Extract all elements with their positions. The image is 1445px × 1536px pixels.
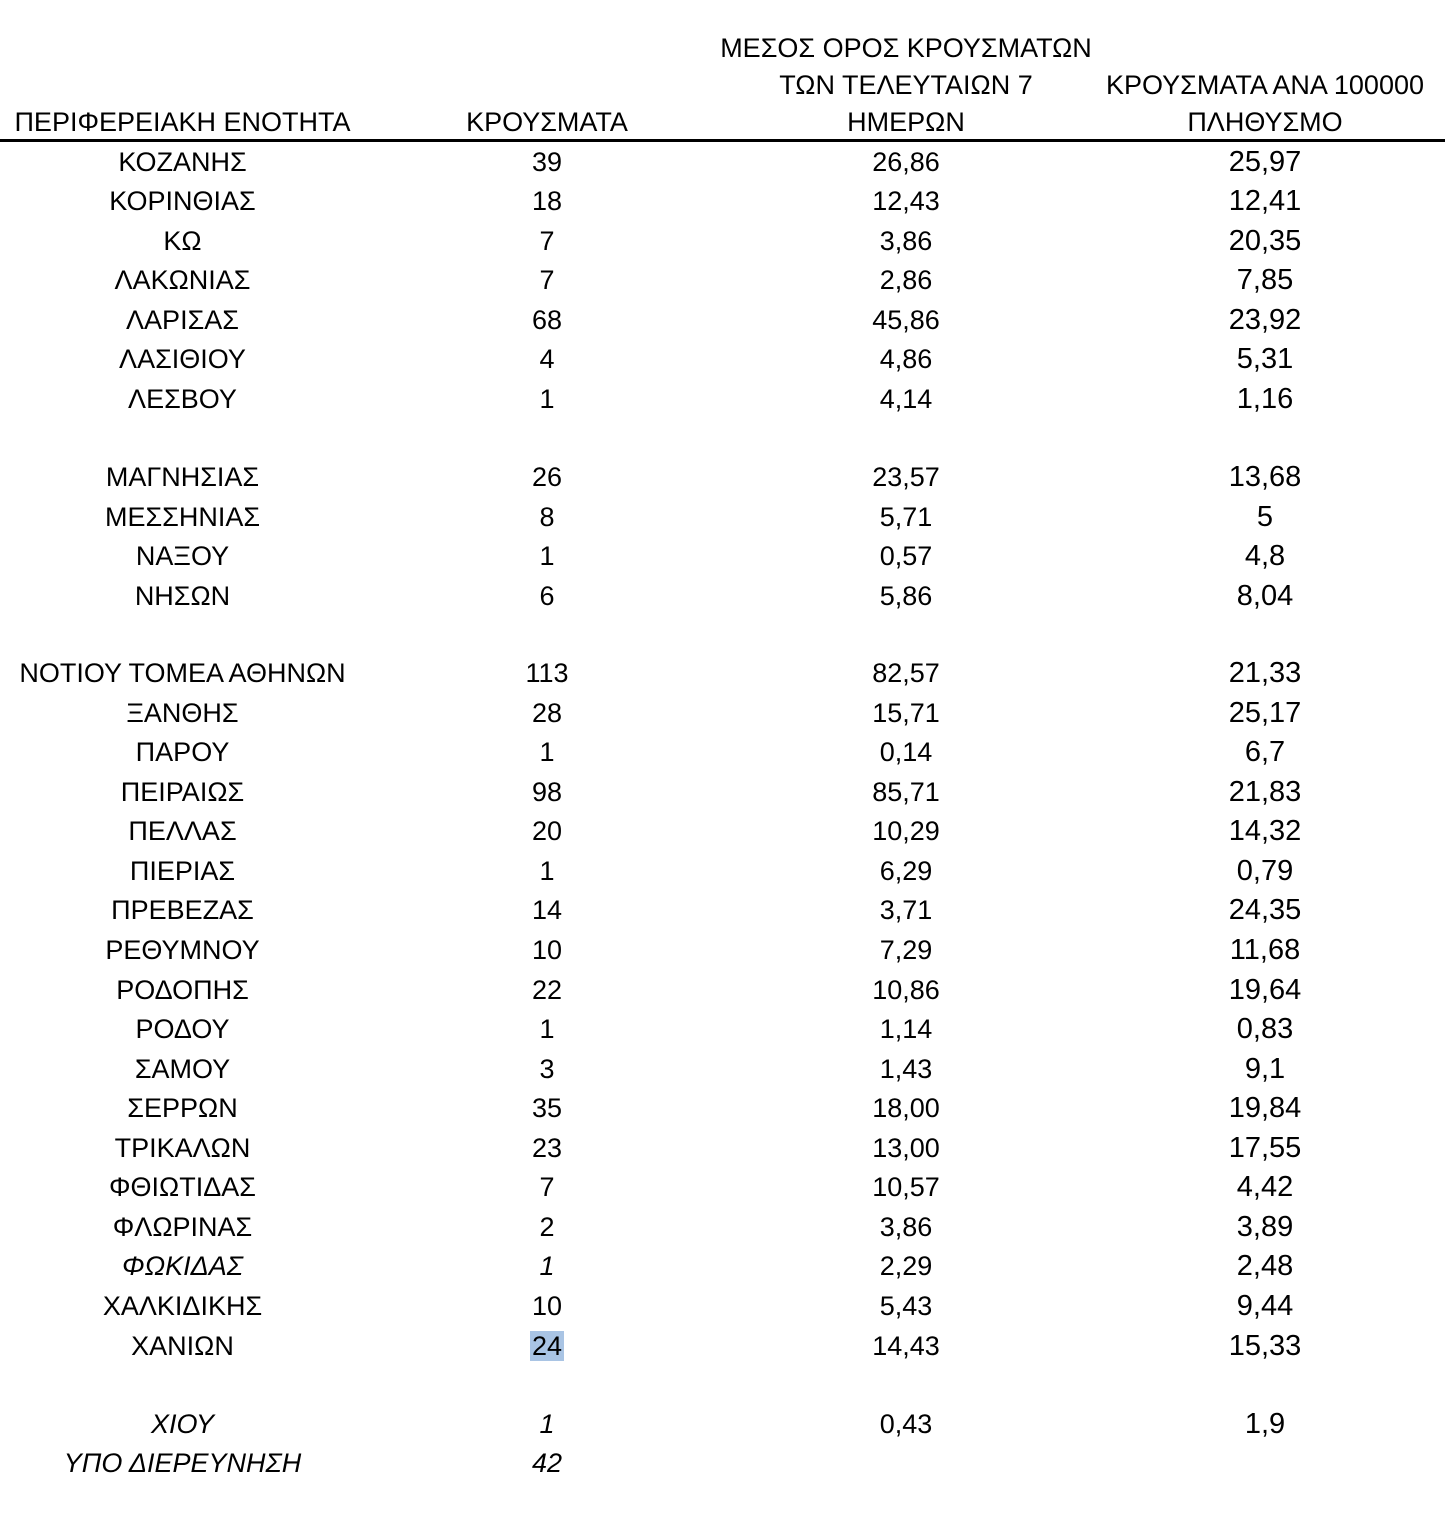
table-row[interactable] bbox=[0, 970, 1445, 1010]
cell-7day-average[interactable]: 10,29 bbox=[872, 816, 940, 846]
table-row[interactable] bbox=[0, 811, 1445, 851]
cell-cases[interactable]: 1 bbox=[539, 1251, 555, 1281]
cell-cases[interactable]: 10 bbox=[531, 1291, 563, 1321]
cell-7day-average[interactable] bbox=[706, 1443, 1106, 1483]
cell-7day-average[interactable]: 5,71 bbox=[879, 502, 933, 532]
cell-region[interactable]: ΝΟΤΙΟΥ ΤΟΜΕΑ ΑΘΗΝΩΝ bbox=[19, 658, 346, 688]
cell-7day-average[interactable]: 12,43 bbox=[872, 186, 940, 216]
cell-region[interactable]: ΡΕΘΥΜΝΟΥ bbox=[105, 935, 260, 965]
header-avg-line-2: ΤΩΝ ΤΕΛΕΥΤΑΙΩΝ 7 bbox=[779, 70, 1033, 100]
cell-per-100000[interactable]: 4,42 bbox=[1236, 1171, 1294, 1203]
cell-per-100000[interactable]: 25,17 bbox=[1228, 697, 1302, 729]
cell-7day-average[interactable]: 14,43 bbox=[872, 1331, 940, 1361]
table-row[interactable] bbox=[0, 1207, 1445, 1247]
cell-region[interactable]: ΧΑΝΙΩΝ bbox=[131, 1331, 234, 1361]
cell-cases[interactable]: 1 bbox=[539, 856, 555, 886]
table-row[interactable] bbox=[0, 181, 1445, 221]
cell-7day-average[interactable]: 3,86 bbox=[879, 226, 933, 256]
cell-per-100000[interactable]: 15,33 bbox=[1228, 1330, 1302, 1362]
cell-7day-average[interactable]: 1,14 bbox=[879, 1014, 933, 1044]
cell-region[interactable]: ΡΟΔΟΠΗΣ bbox=[116, 975, 249, 1005]
table-row[interactable] bbox=[0, 653, 1445, 693]
cell-region[interactable]: ΠΙΕΡΙΑΣ bbox=[129, 856, 236, 886]
cell-region[interactable]: ΛΑΚΩΝΙΑΣ bbox=[114, 265, 251, 295]
cell-7day-average[interactable]: 0,43 bbox=[879, 1409, 933, 1439]
cell-region[interactable]: ΛΕΣΒΟΥ bbox=[128, 384, 237, 414]
table-row[interactable] bbox=[0, 1326, 1445, 1366]
table-row[interactable] bbox=[0, 1128, 1445, 1168]
table-row[interactable] bbox=[0, 300, 1445, 340]
table-row[interactable] bbox=[0, 732, 1445, 772]
cell-7day-average[interactable]: 5,43 bbox=[879, 1291, 933, 1321]
cell-7day-average[interactable]: 7,29 bbox=[879, 935, 933, 965]
cell-region[interactable]: ΜΕΣΣΗΝΙΑΣ bbox=[104, 502, 261, 532]
table-row[interactable] bbox=[0, 1088, 1445, 1128]
cell-region[interactable]: ΧΑΛΚΙΔΙΚΗΣ bbox=[102, 1291, 263, 1321]
cell-7day-average[interactable]: 82,57 bbox=[872, 658, 940, 688]
cell-per-100000[interactable]: 20,35 bbox=[1228, 225, 1302, 257]
cell-7day-average[interactable]: 10,57 bbox=[872, 1172, 940, 1202]
cell-cases-selected[interactable] bbox=[447, 1326, 647, 1366]
cell-per-100000[interactable]: 2,48 bbox=[1236, 1250, 1294, 1282]
table-row[interactable] bbox=[0, 221, 1445, 261]
header-cases-per-100000[interactable] bbox=[1090, 67, 1440, 141]
table-row[interactable] bbox=[0, 1443, 1445, 1483]
cell-7day-average[interactable]: 5,86 bbox=[879, 581, 933, 611]
cell-cases[interactable]: 39 bbox=[531, 147, 563, 177]
header-7day-average[interactable] bbox=[706, 30, 1106, 141]
cell-per-100000[interactable]: 17,55 bbox=[1228, 1132, 1302, 1164]
cell-cases[interactable]: 1 bbox=[539, 1014, 555, 1044]
table-row[interactable] bbox=[0, 536, 1445, 576]
cell-7day-average[interactable]: 2,29 bbox=[879, 1251, 933, 1281]
table-row[interactable] bbox=[0, 379, 1445, 419]
cell-region[interactable]: ΦΘΙΩΤΙΔΑΣ bbox=[109, 1172, 256, 1202]
cell-region[interactable]: ΥΠΟ ΔΙΕΡΕΥΝΗΣΗ bbox=[63, 1448, 302, 1478]
table-row[interactable] bbox=[0, 890, 1445, 930]
table-row[interactable] bbox=[0, 930, 1445, 970]
selection-highlight[interactable]: 24 bbox=[531, 1331, 563, 1361]
cell-cases[interactable]: 42 bbox=[531, 1448, 563, 1478]
cell-7day-average[interactable]: 0,14 bbox=[879, 737, 933, 767]
cell-per-100000[interactable]: 9,1 bbox=[1244, 1053, 1286, 1085]
cell-region[interactable]: ΚΟΡΙΝΘΙΑΣ bbox=[109, 186, 256, 216]
cell-cases[interactable]: 14 bbox=[531, 895, 563, 925]
cell-region[interactable]: ΠΡΕΒΕΖΑΣ bbox=[111, 895, 254, 925]
cell-7day-average[interactable]: 3,71 bbox=[879, 895, 933, 925]
cell-per-100000[interactable] bbox=[1090, 1443, 1440, 1483]
cell-region[interactable]: ΛΑΣΙΘΙΟΥ bbox=[119, 344, 246, 374]
cell-7day-average[interactable]: 4,86 bbox=[879, 344, 933, 374]
cell-cases[interactable]: 3 bbox=[539, 1054, 555, 1084]
table-row[interactable] bbox=[0, 851, 1445, 891]
cell-cases[interactable]: 98 bbox=[531, 777, 563, 807]
table-row[interactable] bbox=[0, 693, 1445, 733]
cell-region[interactable]: ΛΑΡΙΣΑΣ bbox=[126, 305, 239, 335]
cell-per-100000[interactable]: 19,84 bbox=[1228, 1092, 1302, 1124]
cell-per-100000[interactable]: 8,04 bbox=[1236, 580, 1294, 612]
cell-per-100000[interactable]: 5,31 bbox=[1236, 343, 1294, 375]
cell-region[interactable]: ΣΑΜΟΥ bbox=[134, 1054, 231, 1084]
cell-per-100000[interactable]: 1,9 bbox=[1244, 1408, 1286, 1440]
cell-cases[interactable]: 7 bbox=[539, 226, 555, 256]
cell-region[interactable]: ΦΛΩΡΙΝΑΣ bbox=[112, 1212, 253, 1242]
header-per-line-1: ΚΡΟΥΣΜΑΤΑ ΑΝΑ 100000 bbox=[1106, 70, 1424, 100]
cell-7day-average[interactable]: 13,00 bbox=[872, 1133, 940, 1163]
cell-7day-average[interactable]: 45,86 bbox=[872, 305, 940, 335]
table-row[interactable] bbox=[0, 1286, 1445, 1326]
cell-per-100000[interactable]: 0,83 bbox=[1236, 1013, 1294, 1045]
table-row[interactable] bbox=[0, 1246, 1445, 1286]
table-row[interactable] bbox=[0, 339, 1445, 379]
cell-region[interactable]: ΠΑΡΟΥ bbox=[135, 737, 230, 767]
cell-7day-average[interactable]: 2,86 bbox=[879, 265, 933, 295]
table-row[interactable] bbox=[0, 260, 1445, 300]
cell-cases[interactable]: 20 bbox=[531, 816, 563, 846]
cell-region[interactable]: ΚΩ bbox=[163, 226, 202, 256]
cell-region[interactable]: ΤΡΙΚΑΛΩΝ bbox=[114, 1133, 251, 1163]
cell-per-100000[interactable]: 7,85 bbox=[1236, 264, 1294, 296]
cell-cases[interactable]: 1 bbox=[539, 384, 555, 414]
cell-per-100000[interactable]: 19,64 bbox=[1228, 974, 1302, 1006]
cell-region[interactable]: ΦΩΚΙΔΑΣ bbox=[122, 1251, 243, 1281]
table-row[interactable] bbox=[0, 142, 1445, 182]
cell-region[interactable]: ΡΟΔΟΥ bbox=[135, 1014, 230, 1044]
header-region[interactable]: ΠΕΡΙΦΕΡΕΙΑΚΗ ΕΝΟΤΗΤΑ bbox=[14, 107, 351, 137]
table-row[interactable] bbox=[0, 1049, 1445, 1089]
cell-per-100000[interactable]: 21,83 bbox=[1228, 776, 1302, 808]
cell-7day-average[interactable]: 6,29 bbox=[879, 856, 933, 886]
cell-7day-average[interactable]: 26,86 bbox=[872, 147, 940, 177]
cell-per-100000[interactable]: 24,35 bbox=[1228, 894, 1302, 926]
cell-region[interactable]: ΜΑΓΝΗΣΙΑΣ bbox=[105, 462, 260, 492]
cell-per-100000[interactable]: 13,68 bbox=[1228, 461, 1302, 493]
cell-cases[interactable]: 1 bbox=[539, 1409, 555, 1439]
header-avg-line-1: ΜΕΣΟΣ ΟΡΟΣ ΚΡΟΥΣΜΑΤΩΝ bbox=[720, 33, 1092, 63]
cell-region[interactable]: ΠΕΙΡΑΙΩΣ bbox=[120, 777, 245, 807]
cell-7day-average[interactable]: 15,71 bbox=[872, 698, 940, 728]
cell-cases[interactable]: 1 bbox=[539, 737, 555, 767]
cell-per-100000[interactable]: 1,16 bbox=[1236, 383, 1294, 415]
cell-per-100000[interactable]: 6,7 bbox=[1244, 736, 1286, 768]
header-avg-line-3: ΗΜΕΡΩΝ bbox=[847, 107, 965, 137]
cell-7day-average[interactable]: 1,43 bbox=[879, 1054, 933, 1084]
cell-per-100000[interactable]: 12,41 bbox=[1228, 185, 1302, 217]
cell-cases[interactable]: 113 bbox=[525, 658, 569, 688]
cell-per-100000[interactable]: 11,68 bbox=[1229, 934, 1301, 966]
cell-cases[interactable]: 23 bbox=[531, 1133, 563, 1163]
cell-per-100000[interactable]: 23,92 bbox=[1228, 304, 1302, 336]
cell-7day-average[interactable]: 18,00 bbox=[872, 1093, 940, 1123]
cell-cases[interactable]: 18 bbox=[531, 186, 563, 216]
cell-cases[interactable]: 4 bbox=[539, 344, 555, 374]
cell-cases[interactable]: 1 bbox=[539, 541, 555, 571]
cell-cases[interactable]: 68 bbox=[531, 305, 563, 335]
cell-7day-average[interactable]: 23,57 bbox=[872, 462, 940, 492]
cell-cases[interactable]: 28 bbox=[531, 698, 563, 728]
cell-region[interactable]: ΧΙΟΥ bbox=[150, 1409, 215, 1439]
cell-cases[interactable]: 8 bbox=[539, 502, 555, 532]
cell-region[interactable]: ΠΕΛΛΑΣ bbox=[128, 816, 237, 846]
cell-per-100000[interactable]: 3,89 bbox=[1236, 1211, 1294, 1243]
cell-cases[interactable]: 22 bbox=[531, 975, 563, 1005]
cell-region[interactable]: ΝΗΣΩΝ bbox=[134, 581, 231, 611]
cell-region[interactable]: ΝΑΞΟΥ bbox=[135, 541, 230, 571]
table-row[interactable] bbox=[0, 576, 1445, 616]
table-row[interactable] bbox=[0, 772, 1445, 812]
header-per-line-2: ΠΛΗΘΥΣΜΟ bbox=[1187, 107, 1343, 137]
cell-per-100000[interactable]: 21,33 bbox=[1228, 657, 1302, 689]
cell-region[interactable]: ΞΑΝΘΗΣ bbox=[126, 698, 239, 728]
cell-cases[interactable]: 7 bbox=[539, 1172, 555, 1202]
cell-7day-average[interactable]: 85,71 bbox=[872, 777, 940, 807]
cell-cases[interactable]: 6 bbox=[539, 581, 555, 611]
cell-region[interactable]: ΣΕΡΡΩΝ bbox=[127, 1093, 238, 1123]
cell-cases[interactable]: 35 bbox=[531, 1093, 563, 1123]
cell-region[interactable]: ΚΟΖΑΝΗΣ bbox=[118, 147, 247, 177]
cell-per-100000[interactable]: 25,97 bbox=[1228, 146, 1302, 178]
cell-cases[interactable]: 10 bbox=[531, 935, 563, 965]
table-row[interactable] bbox=[0, 497, 1445, 537]
cell-7day-average[interactable]: 10,86 bbox=[872, 975, 940, 1005]
cell-7day-average[interactable]: 3,86 bbox=[879, 1212, 933, 1242]
header-cases[interactable]: ΚΡΟΥΣΜΑΤΑ bbox=[466, 107, 628, 137]
cell-per-100000[interactable]: 9,44 bbox=[1236, 1290, 1294, 1322]
table-row[interactable] bbox=[0, 1009, 1445, 1049]
cell-cases[interactable]: 7 bbox=[539, 265, 555, 295]
cell-7day-average[interactable]: 4,14 bbox=[879, 384, 933, 414]
cell-per-100000[interactable]: 0,79 bbox=[1236, 855, 1294, 887]
cell-cases[interactable]: 2 bbox=[539, 1212, 555, 1242]
cell-cases[interactable]: 26 bbox=[531, 462, 563, 492]
table-row[interactable] bbox=[0, 457, 1445, 497]
cell-per-100000[interactable]: 14,32 bbox=[1228, 815, 1302, 847]
cell-per-100000[interactable]: 4,8 bbox=[1244, 540, 1286, 572]
cell-per-100000[interactable]: 5 bbox=[1256, 501, 1274, 533]
table-row[interactable] bbox=[0, 1404, 1445, 1444]
cell-7day-average[interactable]: 0,57 bbox=[879, 541, 933, 571]
table-row[interactable] bbox=[0, 1167, 1445, 1207]
